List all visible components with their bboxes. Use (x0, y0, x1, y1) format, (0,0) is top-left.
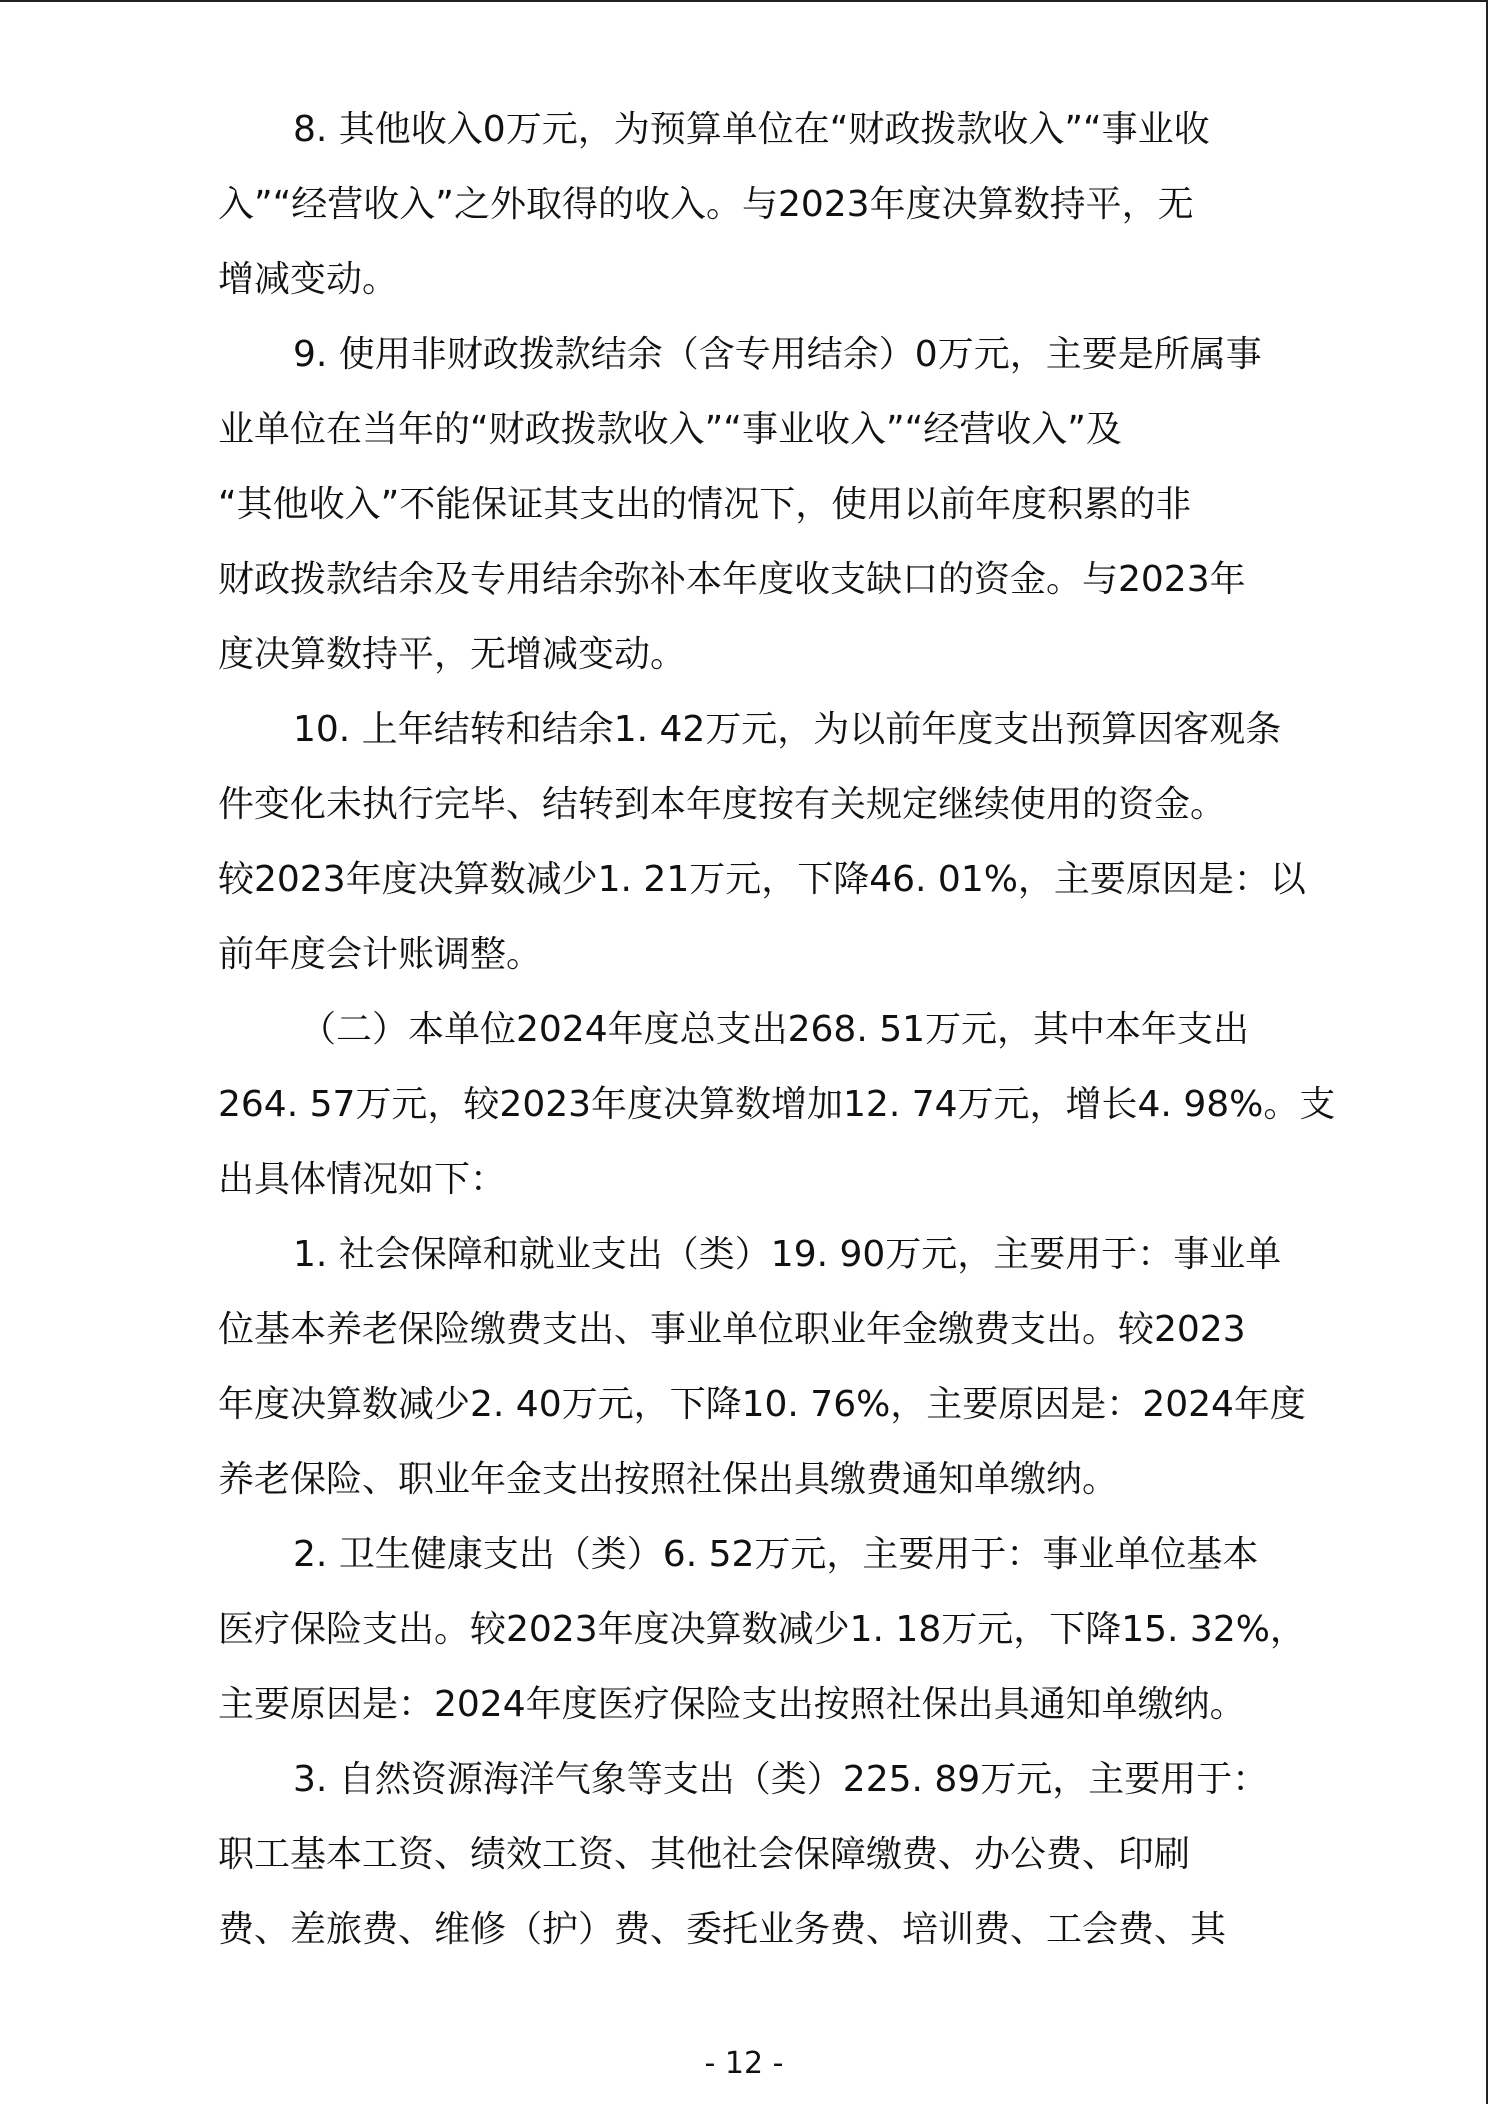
text-line: 职工基本工资、绩效工资、其他社会保障缴费、办公费、印刷 (218, 1834, 1191, 1875)
text-line: 1. 社会保障和就业支出（类）19. 90万元，主要用于：事业单 (293, 1234, 1282, 1275)
text-line: 3. 自然资源海洋气象等支出（类）225. 89万元，主要用于： (293, 1759, 1269, 1800)
text-line: 主要原因是：2024年度医疗保险支出按照社保出具通知单缴纳。 (218, 1684, 1246, 1725)
text-line: 财政拨款结余及专用结余弥补本年度收支缺口的资金。与2023年 (218, 559, 1246, 600)
text-line: 位基本养老保险缴费支出、事业单位职业年金缴费支出。较2023 (218, 1309, 1246, 1350)
text-line: 医疗保险支出。较2023年度决算数减少1. 18万元，下降15. 32%， (218, 1609, 1306, 1650)
text-line: 264. 57万元，较2023年度决算数增加12. 74万元，增长4. 98%。支 (218, 1084, 1336, 1125)
text-line: 10. 上年结转和结余1. 42万元，为以前年度支出预算因客观条 (293, 709, 1282, 750)
text-line: 前年度会计账调整。 (218, 934, 543, 975)
page-number: - 12 - (704, 2046, 784, 2081)
text-line: 件变化未执行完毕、结转到本年度按有关规定继续使用的资金。 (218, 784, 1227, 825)
text-line: 9. 使用非财政拨款结余（含专用结余）0万元，主要是所属事 (293, 334, 1262, 375)
text-line: （二）本单位2024年度总支出268. 51万元，其中本年支出 (300, 1009, 1250, 1050)
text-line: 增减变动。 (218, 259, 399, 300)
text-line: 出具体情况如下： (218, 1159, 507, 1200)
text-line: 2. 卫生健康支出（类）6. 52万元，主要用于：事业单位基本 (293, 1534, 1259, 1575)
page-border-top (0, 0, 1488, 2)
text-line: 入”“经营收入”之外取得的收入。与2023年度决算数持平，无 (218, 184, 1194, 225)
text-line: 费、差旅费、维修（护）费、委托业务费、培训费、工会费、其 (218, 1909, 1227, 1950)
text-line: 养老保险、职业年金支出按照社保出具缴费通知单缴纳。 (218, 1459, 1119, 1500)
text-line: 度决算数持平，无增减变动。 (218, 634, 687, 675)
text-line: 较2023年度决算数减少1. 21万元，下降46. 01%，主要原因是：以 (218, 859, 1306, 900)
text-line: 8. 其他收入0万元，为预算单位在“财政拨款收入”“事业收 (293, 109, 1210, 150)
text-line: “其他收入”不能保证其支出的情况下，使用以前年度积累的非 (218, 484, 1192, 525)
text-line: 业单位在当年的“财政拨款收入”“事业收入”“经营收入”及 (218, 409, 1122, 450)
text-line: 年度决算数减少2. 40万元，下降10. 76%，主要原因是：2024年度 (218, 1384, 1306, 1425)
